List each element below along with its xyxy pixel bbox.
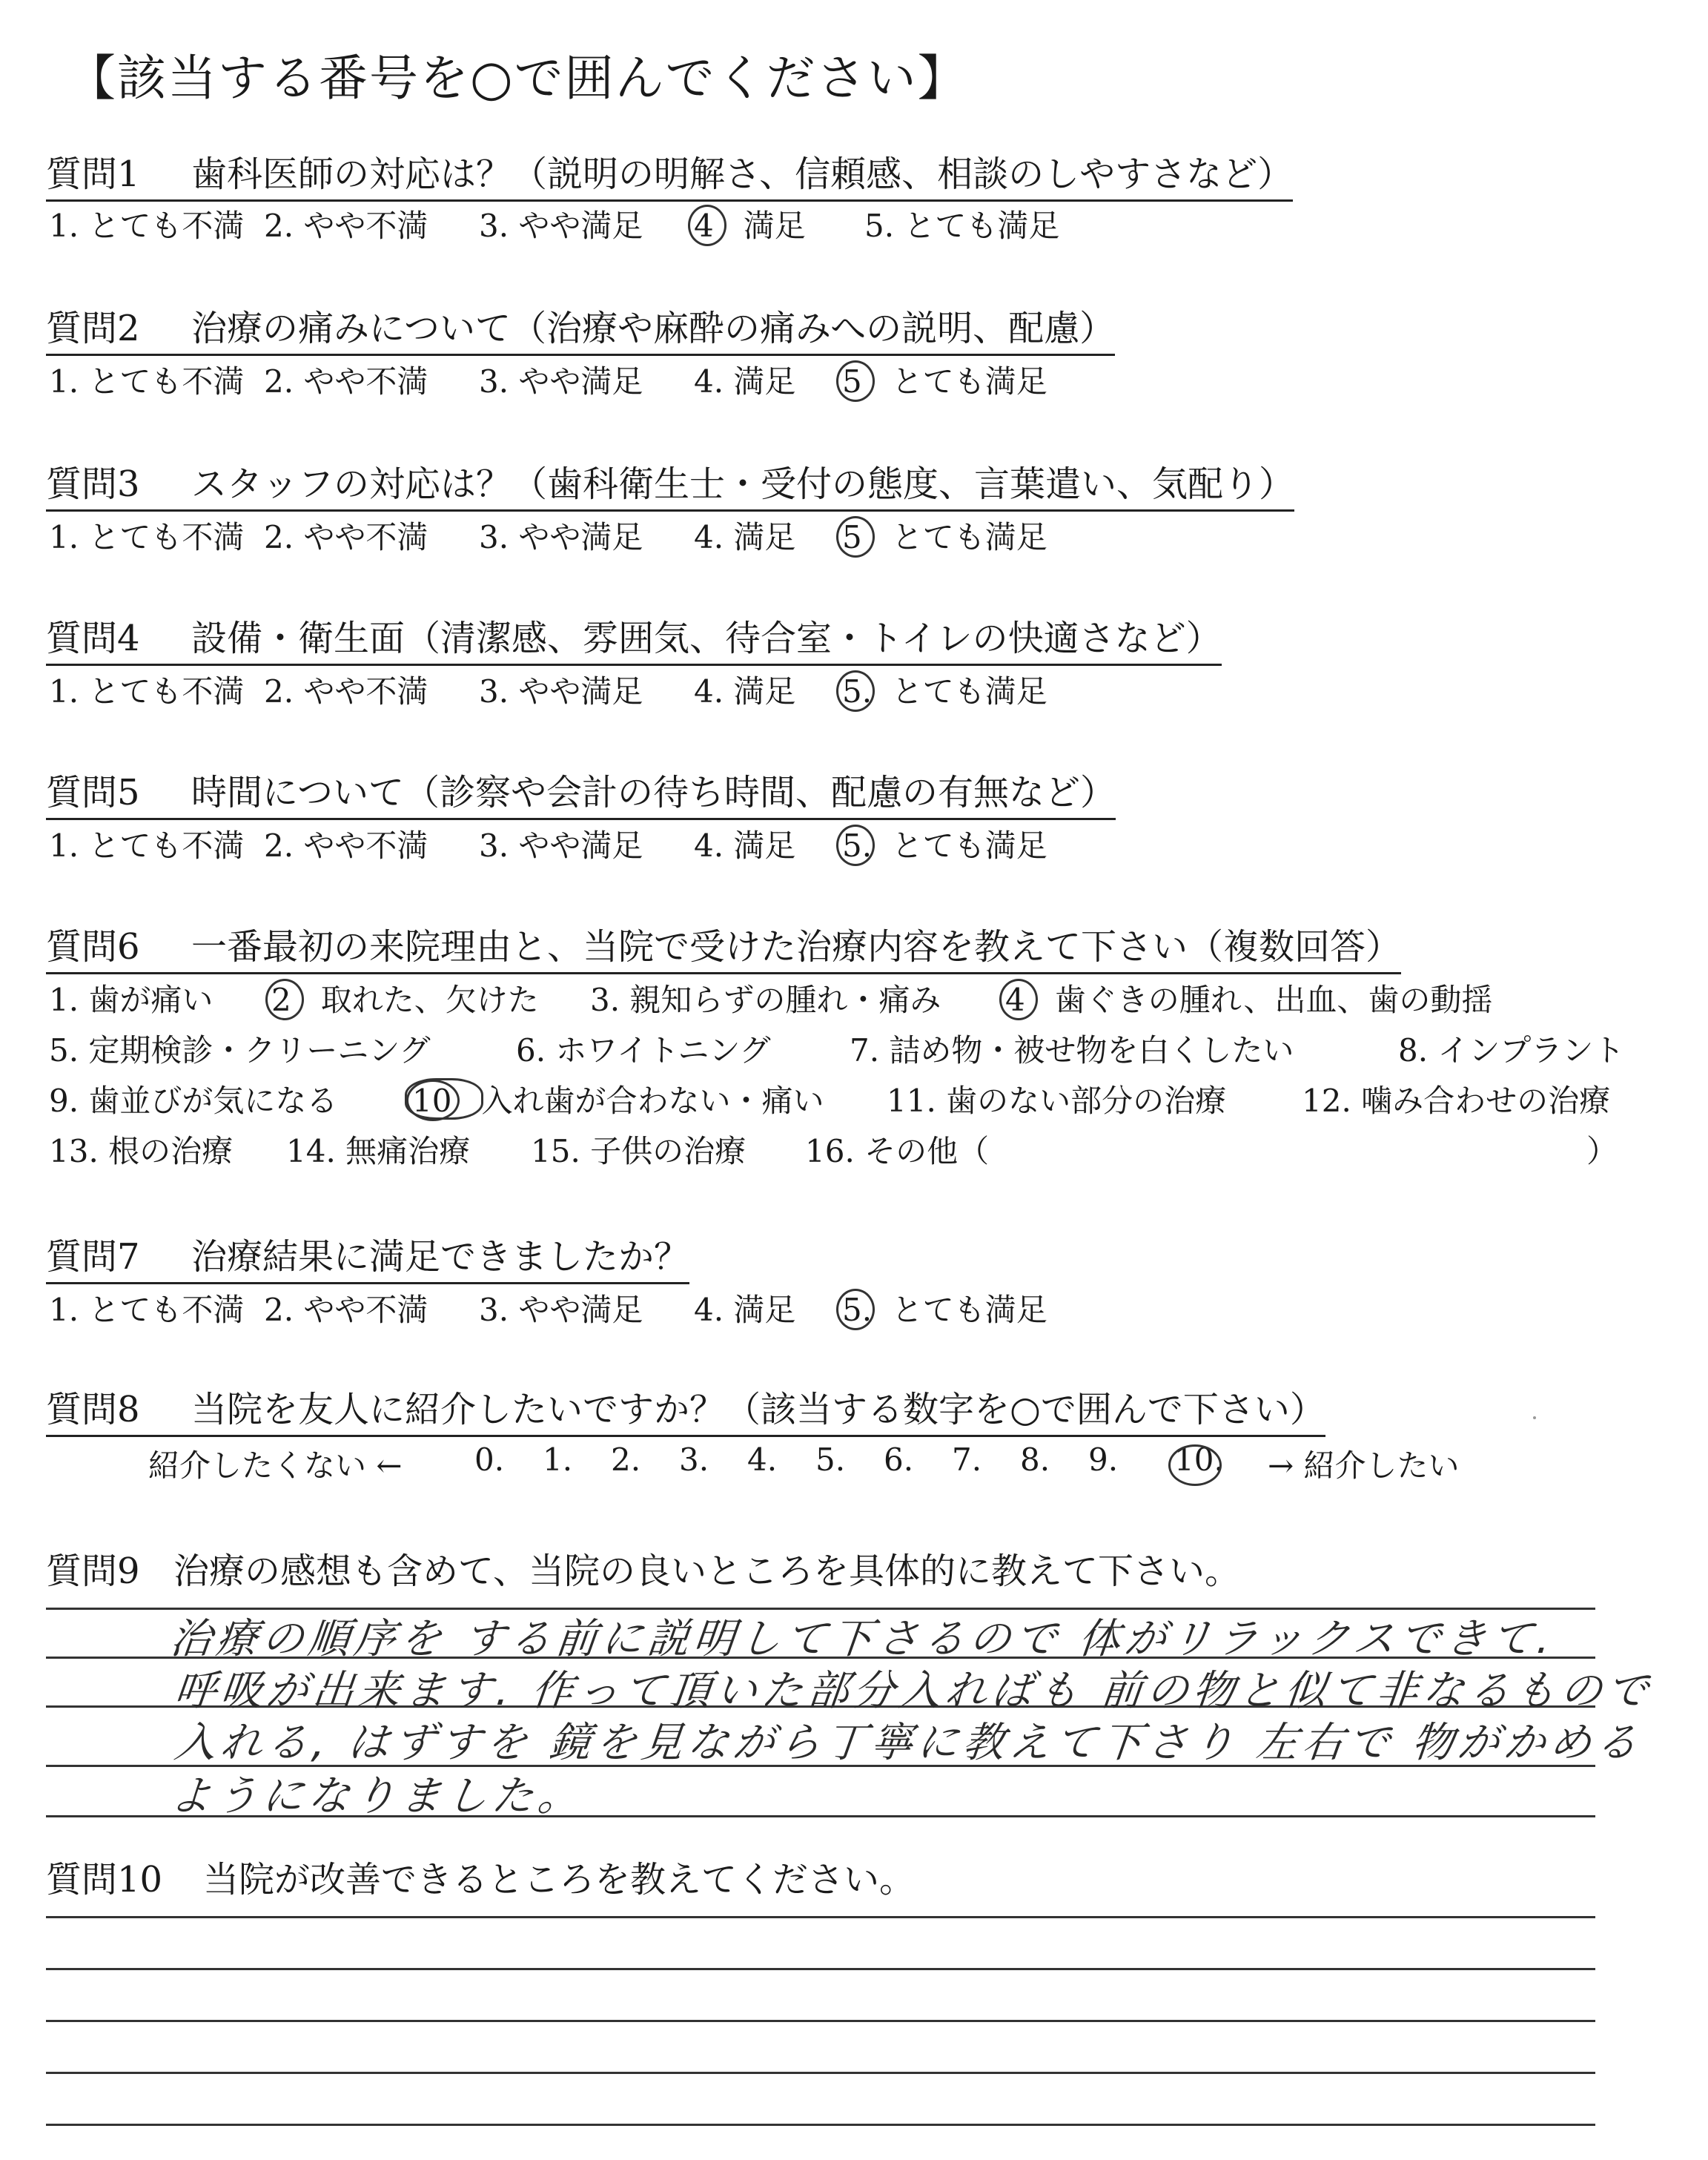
question-3-number: 質問3 — [46, 463, 140, 505]
q2-option-5-selected[interactable] — [842, 357, 1047, 402]
question-1-number: 質問1 — [46, 153, 140, 195]
q2-option-3[interactable]: 3. やや満足 — [479, 363, 643, 400]
q6-option-4-selected[interactable] — [1005, 976, 1492, 1020]
question-1-options — [49, 202, 1059, 246]
q9-handwritten-line-1: 治療の順序を する前に説明して下さるので 体がリラックスできて. — [168, 1615, 1558, 1663]
q6-option-10-selected[interactable] — [412, 1077, 887, 1121]
q6-option-12[interactable]: 12. 噛み合わせの治療 — [1302, 1083, 1611, 1119]
q7-option-4[interactable]: 4. 満足 — [694, 1292, 796, 1328]
question-5-text: 時間について（診察や会計の待ち時間、配慮の有無など） — [191, 772, 1116, 813]
q10-answer-line-4 — [46, 2072, 1595, 2074]
question-7 — [46, 1228, 689, 1284]
q8-right-label: → 紹介したい — [1268, 1447, 1460, 1484]
q9-handwritten-line-3: 入れる, はずすを 鏡を見ながら丁寧に教えて下さり 左右で 物がかめる — [172, 1719, 1644, 1767]
q4-option-2[interactable]: 2. やや不満 — [264, 673, 428, 710]
q6-option-2-label: 取れた、欠けた — [320, 982, 539, 1018]
q4-option-3[interactable]: 3. やや満足 — [479, 673, 643, 710]
q1-option-4-number: 4 — [694, 208, 714, 244]
q8-option-7[interactable]: 7. — [952, 1441, 982, 1478]
q2-option-5-label: とても満足 — [891, 363, 1047, 400]
q1-option-2[interactable]: 2. やや不満 — [264, 208, 428, 244]
page-title: 【該当する番号を○で囲んでください】 — [67, 50, 968, 107]
question-8-text: 当院を友人に紹介したいですか？（該当する数字を○で囲んで下さい） — [191, 1389, 1325, 1430]
q7-option-1[interactable]: 1. とても不満 — [49, 1292, 245, 1328]
q3-option-4[interactable]: 4. 満足 — [694, 519, 796, 555]
question-5-options — [49, 822, 1047, 866]
question-9 — [46, 1542, 1240, 1593]
q3-option-2[interactable]: 2. やや不満 — [264, 519, 428, 555]
question-4 — [46, 610, 1222, 666]
question-3-text: スタッフの対応は？（歯科衛生士・受付の態度、言葉遣い、気配り） — [191, 463, 1295, 505]
q8-option-1[interactable]: 1. — [543, 1441, 573, 1478]
q7-option-5-selected[interactable] — [842, 1286, 1047, 1330]
q1-option-3[interactable]: 3. やや満足 — [479, 208, 643, 244]
question-6-options-row-4 — [49, 1127, 989, 1172]
q8-option-0[interactable]: 0. — [474, 1441, 505, 1478]
question-3 — [46, 455, 1294, 512]
q4-option-5-label: とても満足 — [891, 673, 1047, 710]
q6-option-2-selected[interactable] — [271, 976, 590, 1020]
q6-option-16[interactable]: 16. その他（ — [805, 1133, 990, 1169]
q6-option-14[interactable]: 14. 無痛治療 — [286, 1133, 471, 1169]
q10-answer-line-2 — [46, 1968, 1595, 1970]
q7-option-5-number: 5. — [842, 1292, 873, 1328]
question-4-number: 質問4 — [46, 618, 140, 659]
q2-option-2[interactable]: 2. やや不満 — [264, 363, 428, 400]
scan-speck — [1533, 1416, 1536, 1419]
q2-option-1[interactable]: 1. とても不満 — [49, 363, 245, 400]
q10-answer-line-3 — [46, 2020, 1595, 2022]
question-3-options — [49, 513, 1047, 558]
question-5 — [46, 764, 1116, 820]
question-10-text: 当院が改善できるところを教えてください。 — [203, 1859, 916, 1900]
question-4-text: 設備・衛生面（清潔感、雰囲気、待合室・トイレの快適さなど） — [191, 618, 1222, 659]
q6-option-1[interactable]: 1. 歯が痛い — [49, 982, 214, 1018]
question-6-options-row-2 — [49, 1026, 1624, 1071]
q6-option-2-number: 2 — [271, 982, 291, 1018]
q5-option-5-selected[interactable] — [842, 822, 1047, 866]
q10-answer-line-5 — [46, 2124, 1595, 2126]
q4-option-4[interactable]: 4. 満足 — [694, 673, 796, 710]
q3-option-5-number: 5 — [842, 519, 862, 555]
q7-option-3[interactable]: 3. やや満足 — [479, 1292, 643, 1328]
q8-option-5[interactable]: 5. — [815, 1441, 846, 1478]
q4-option-5-number: 5. — [842, 673, 873, 710]
q8-option-9[interactable]: 9. — [1088, 1441, 1119, 1478]
q6-option-10-number: 10 — [412, 1083, 452, 1119]
q1-option-1[interactable]: 1. とても不満 — [49, 208, 245, 244]
q3-option-5-selected[interactable] — [842, 513, 1047, 558]
q3-option-3[interactable]: 3. やや満足 — [479, 519, 643, 555]
q1-option-5[interactable]: 5. とても満足 — [864, 208, 1060, 244]
q2-option-4[interactable]: 4. 満足 — [694, 363, 796, 400]
question-2-options — [49, 357, 1047, 402]
question-7-text: 治療結果に満足できましたか？ — [191, 1236, 690, 1278]
q6-option-3[interactable]: 3. 親知らずの腫れ・痛み — [590, 982, 941, 1018]
question-10-number: 質問10 — [46, 1859, 163, 1900]
q5-option-5-label: とても満足 — [891, 828, 1047, 864]
q6-option-4-label: 歯ぐきの腫れ、出血、歯の動揺 — [1054, 982, 1493, 1018]
q4-option-1[interactable]: 1. とても不満 — [49, 673, 245, 710]
q9-handwritten-line-2: 呼吸が出来ます. 作って頂いた部分入ればも 前の物と似て非なるもので — [172, 1667, 1655, 1715]
q3-option-1[interactable]: 1. とても不満 — [49, 519, 245, 555]
q6-option-10-pain-circled: 痛い — [761, 1083, 824, 1119]
question-2-number: 質問2 — [46, 308, 140, 349]
question-5-number: 質問5 — [46, 772, 140, 813]
q5-option-2[interactable]: 2. やや不満 — [264, 828, 428, 864]
q5-option-5-number: 5. — [842, 828, 873, 864]
q8-option-3[interactable]: 3. — [679, 1441, 709, 1478]
q3-option-5-label: とても満足 — [891, 519, 1047, 555]
question-2 — [46, 300, 1115, 356]
q7-option-2[interactable]: 2. やや不満 — [264, 1292, 428, 1328]
q5-option-1[interactable]: 1. とても不満 — [49, 828, 245, 864]
q6-option-4-number: 4 — [1005, 982, 1025, 1018]
question-8 — [46, 1381, 1325, 1437]
question-6 — [46, 918, 1401, 974]
question-6-text: 一番最初の来院理由と、当院で受けた治療内容を教えて下さい（複数回答） — [191, 926, 1402, 968]
q6-option-15[interactable]: 15. 子供の治療 — [531, 1133, 747, 1169]
question-7-number: 質問7 — [46, 1236, 140, 1278]
q7-option-5-label: とても満足 — [891, 1292, 1047, 1328]
question-2-text: 治療の痛みについて（治療や麻酔の痛みへの説明、配慮） — [191, 308, 1116, 349]
q6-option-11[interactable]: 11. 歯のない部分の治療 — [887, 1083, 1227, 1119]
q8-option-2[interactable]: 2. — [611, 1441, 641, 1478]
q10-answer-line-1 — [46, 1916, 1595, 1918]
q8-option-8[interactable]: 8. — [1020, 1441, 1050, 1478]
q5-option-4[interactable]: 4. 満足 — [694, 828, 796, 864]
q6-option-5[interactable]: 5. 定期検診・クリーニング — [49, 1032, 431, 1069]
q1-option-4-label: 満足 — [743, 208, 806, 244]
q6-option-8[interactable]: 8. インプラント — [1398, 1032, 1625, 1069]
question-1 — [46, 145, 1293, 202]
q8-left-label: 紹介したくない ← — [148, 1447, 403, 1484]
q5-option-3[interactable]: 3. やや満足 — [479, 828, 643, 864]
question-6-options-row-3 — [49, 1077, 1610, 1121]
question-9-text: 治療の感想も含めて、当院の良いところを具体的に教えて下さい。 — [173, 1550, 1241, 1592]
question-7-options — [49, 1286, 1047, 1330]
question-8-number: 質問8 — [46, 1389, 140, 1430]
q6-option-16-close-paren: ） — [1586, 1133, 1618, 1169]
question-4-options — [49, 667, 1047, 712]
q6-option-7[interactable]: 7. 詰め物・被せ物を白くしたい — [850, 1032, 1294, 1069]
question-6-number: 質問6 — [46, 926, 140, 968]
question-6-options-row-1 — [49, 976, 1492, 1020]
q8-option-10-selected[interactable]: 10. — [1174, 1441, 1268, 1486]
q2-option-5-number: 5 — [842, 363, 862, 400]
q8-option-6[interactable]: 6. — [884, 1441, 914, 1478]
q6-option-9[interactable]: 9. 歯並びが気になる — [49, 1083, 338, 1119]
question-1-text: 歯科医師の対応は？（説明の明解さ、信頼感、相談のしやすさなど） — [191, 153, 1294, 195]
q9-handwritten-line-4: ようになりました。 — [168, 1772, 586, 1820]
q1-option-4-selected[interactable] — [694, 202, 864, 246]
q6-option-13[interactable]: 13. 根の治療 — [49, 1133, 234, 1169]
q6-option-10-label: 入れ歯が合わない・ — [481, 1083, 762, 1119]
q6-option-6[interactable]: 6. ホワイトニング — [516, 1032, 771, 1069]
q4-option-5-selected[interactable] — [842, 667, 1047, 712]
question-10 — [46, 1851, 915, 1902]
question-9-number: 質問9 — [46, 1550, 140, 1592]
q8-option-4[interactable]: 4. — [747, 1441, 778, 1478]
question-8-scale — [148, 1441, 1460, 1486]
